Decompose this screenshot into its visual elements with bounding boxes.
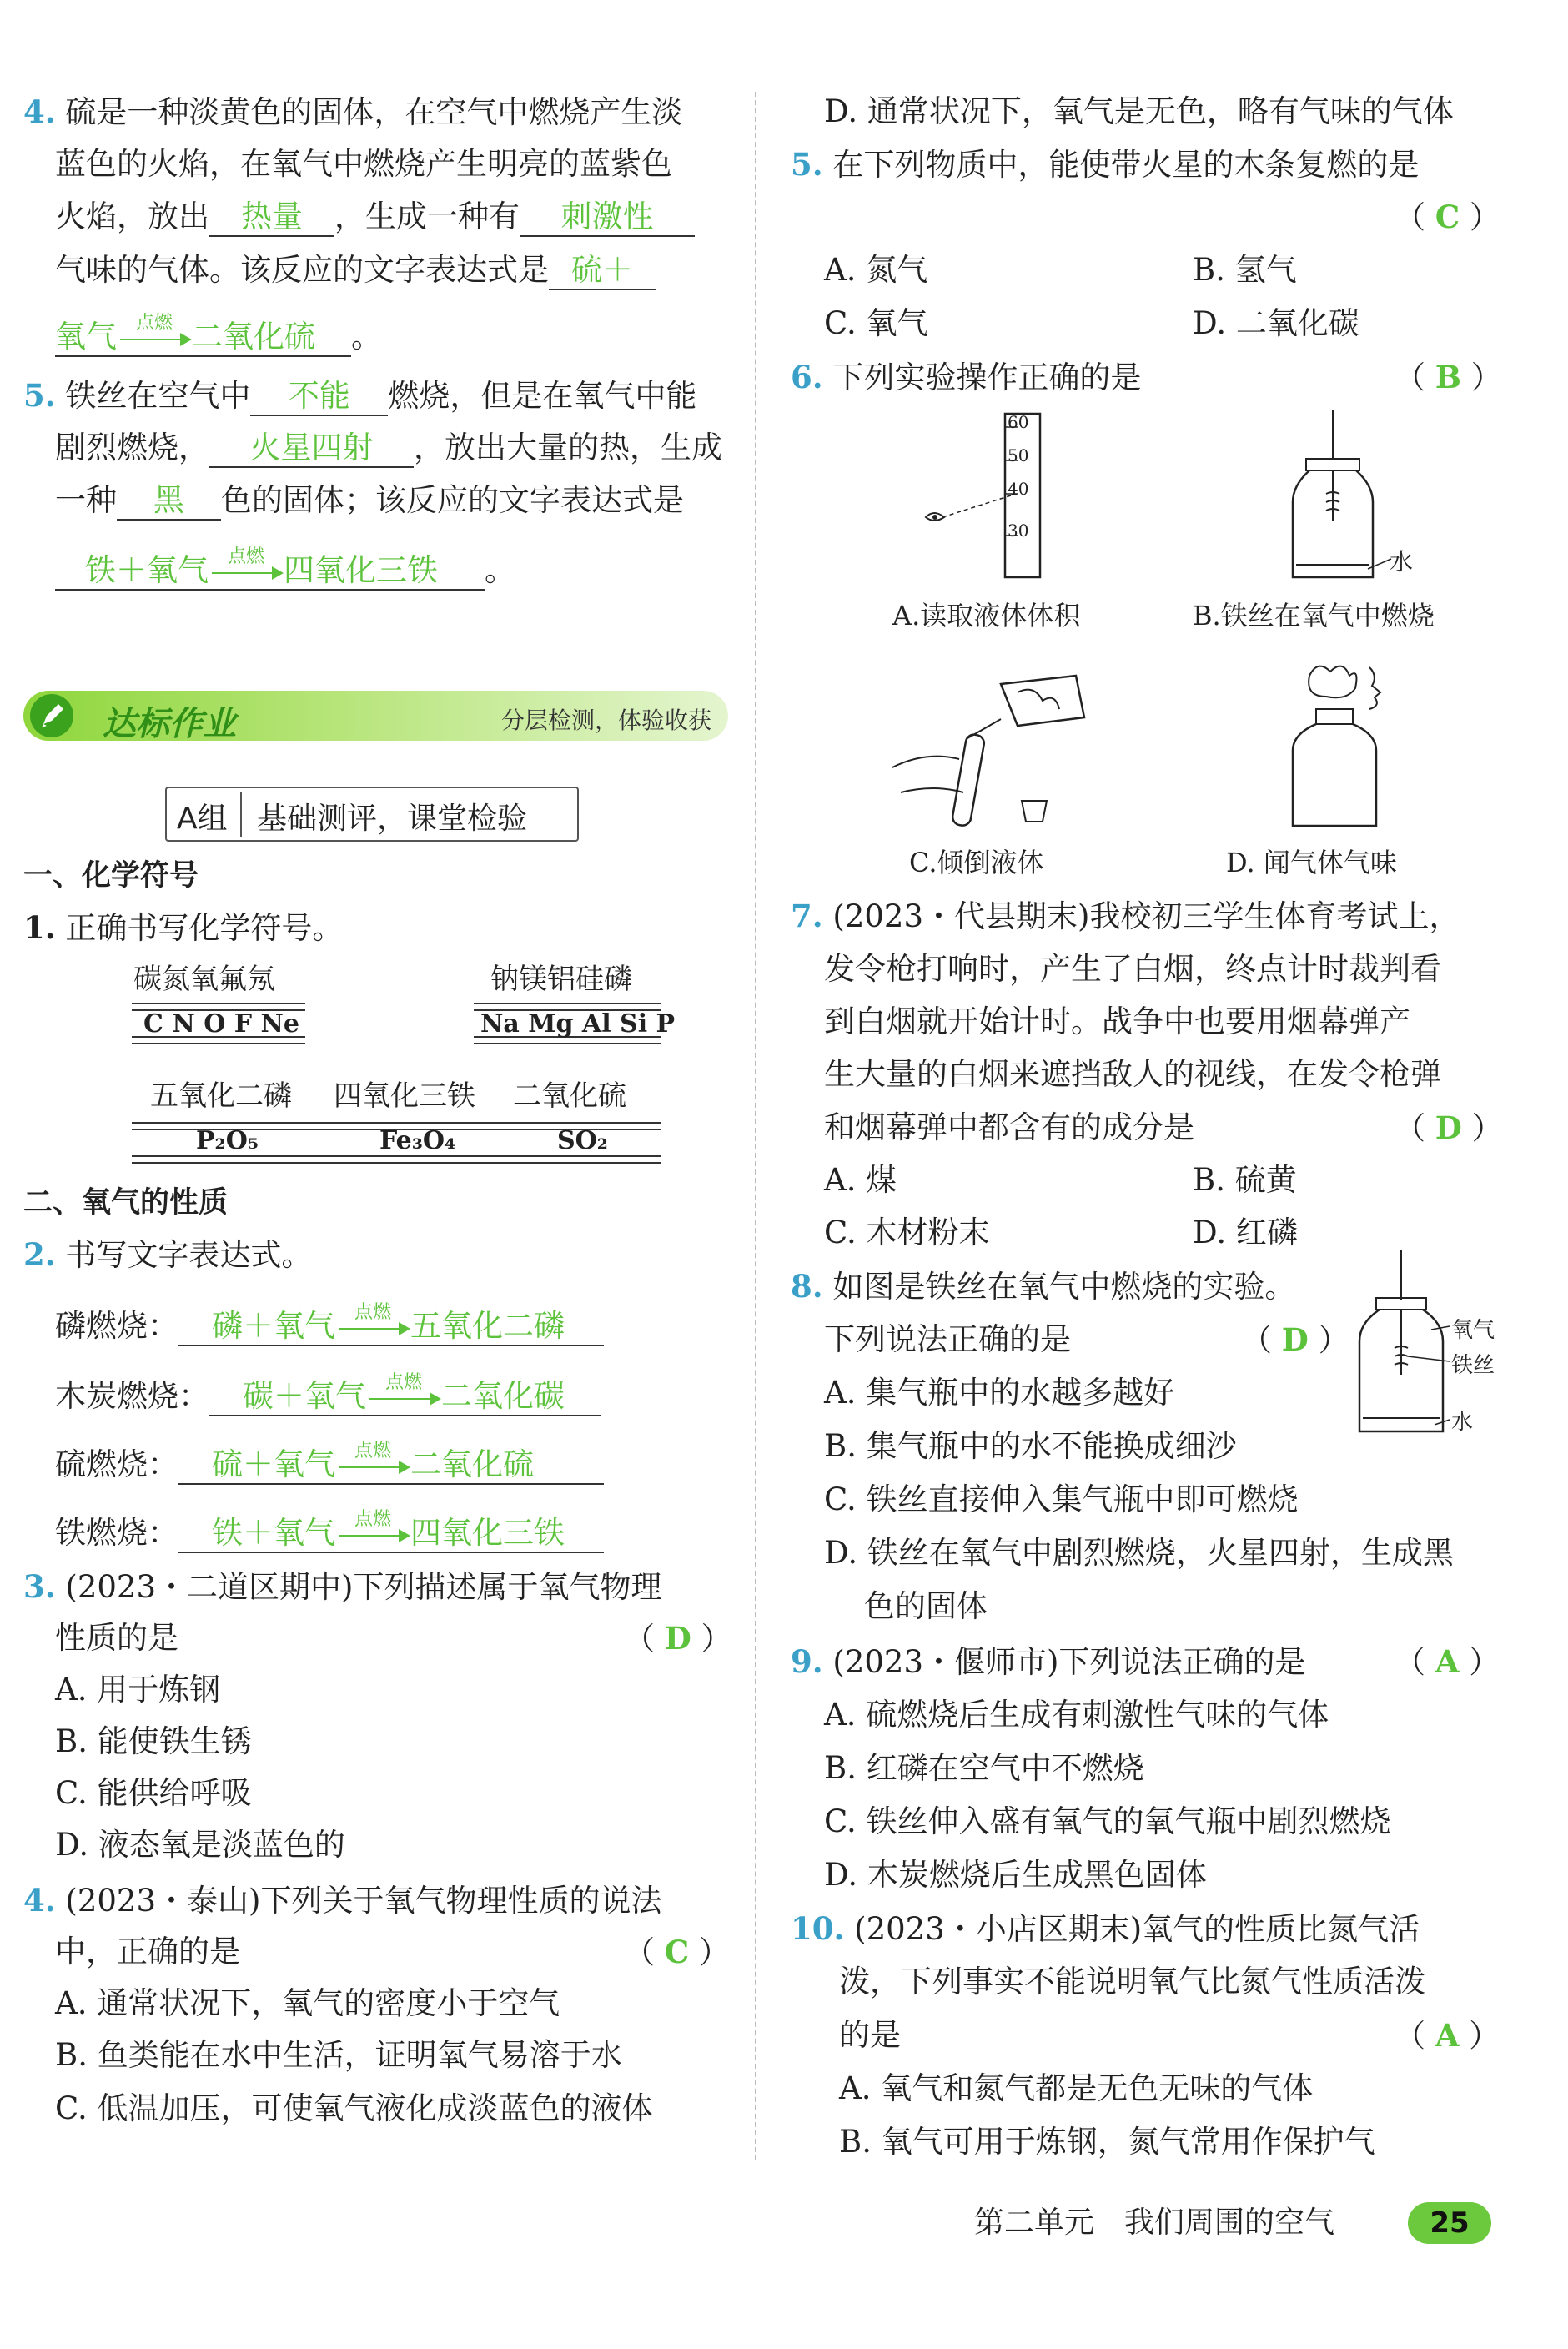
question-number: 7.	[791, 898, 823, 934]
page-number: 25	[1408, 2202, 1491, 2244]
eq-product: 二氧化碳	[441, 1378, 565, 1414]
group-label: A组	[177, 802, 228, 836]
question-number: 9.	[791, 1643, 823, 1680]
answer-letter: D	[1435, 1109, 1462, 1146]
question-number: 5.	[791, 146, 823, 183]
option: A. 用于炼钢	[55, 1672, 221, 1708]
option: B. 能使铁生锈	[55, 1723, 252, 1759]
q2-text: 书写文字表达式。	[65, 1237, 313, 1273]
q4-text: 。	[351, 319, 382, 355]
figure-iron-burning	[1268, 410, 1414, 586]
banner-title: 达标作业	[103, 705, 236, 743]
answer-letter: A	[1435, 2017, 1460, 2054]
q5-line4	[55, 546, 515, 591]
answer-letter: D	[1281, 1321, 1309, 1358]
r-q8-text: 如图是铁丝在氧气中燃烧的实验。	[832, 1269, 1296, 1305]
ignite-label: 点燃	[227, 546, 264, 567]
q1-text: 正确书写化学符号。	[65, 910, 344, 946]
q5-text: ，放出大量的热，生成	[414, 430, 722, 465]
option: D. 铁丝在氧气中剧烈燃烧，火星四射，生成黑	[824, 1535, 1454, 1571]
water-label: 水	[1451, 1410, 1474, 1435]
r-q8-text: 下列说法正确的是	[824, 1321, 1071, 1357]
answer-fe3o4: 四氧化三铁	[284, 552, 438, 588]
eq-label: 木炭燃烧：	[55, 1378, 209, 1414]
answer-black: 黑	[153, 482, 184, 518]
ignite-arrow	[335, 1301, 410, 1341]
eq-reactants: 磷＋氧气	[212, 1308, 335, 1344]
figure-caption: C.倾倒液体	[909, 847, 1044, 878]
eq-product: 四氧化三铁	[410, 1515, 565, 1551]
sym-answer: P₂O₅	[196, 1126, 259, 1155]
q5-line2	[55, 430, 722, 468]
q4b-answer: （ C ）	[624, 1934, 730, 1970]
q4-text: 硫是一种淡黄色的固体，在空气中燃烧产生淡	[65, 94, 683, 130]
answer-letter: D	[664, 1620, 691, 1657]
option: C. 木材粉末	[824, 1215, 990, 1250]
answer-letter: B	[1435, 359, 1462, 395]
r-q7-answer: （ D ）	[1395, 1109, 1503, 1146]
r-q9-answer: （ A ）	[1395, 1643, 1500, 1680]
eq-reactants: 铁＋氧气	[212, 1515, 335, 1551]
figure-caption: A.读取液体体积	[892, 600, 1081, 631]
option: A. 通常状况下，氧气的密度小于空气	[55, 1985, 560, 2021]
answer-sulfur: 硫＋	[571, 252, 633, 288]
eq-row	[55, 1508, 604, 1553]
r-q6-text: 下列实验操作正确的是	[832, 360, 1142, 395]
question-number: 4.	[23, 1882, 56, 1919]
answer-fe-o2: 铁＋氧气	[85, 552, 209, 588]
r-q9-line1	[791, 1643, 1305, 1681]
figure-pour-liquid	[876, 667, 1093, 834]
sym-answer: Fe₃O₄	[379, 1126, 456, 1155]
eq-reactants: 硫＋氧气	[212, 1446, 335, 1482]
q3-text: 性质的是	[55, 1620, 178, 1656]
sym-name: 二氧化硫	[513, 1079, 626, 1113]
option: D. 木炭燃烧后生成黑色固体	[824, 1857, 1207, 1893]
r-q10-text: 泼，下列事实不能说明氧气比氮气性质活泼	[839, 1964, 1425, 1999]
option: A. 集气瓶中的水越多越好	[824, 1375, 1175, 1411]
figure-caption: D. 闻气体气味	[1226, 847, 1397, 878]
q4-line1	[23, 93, 682, 131]
answer-cannot: 不能	[288, 378, 350, 414]
q4b-text: (2023・泰山)下列关于氧气物理性质的说法	[65, 1883, 662, 1919]
option: B. 硫黄	[1193, 1162, 1297, 1198]
ignite-label: 点燃	[354, 1440, 391, 1461]
question-number: 2.	[23, 1236, 56, 1273]
answer-sparks: 火星四射	[249, 430, 374, 465]
q4-line4	[55, 252, 656, 290]
question-number: 6.	[791, 359, 823, 395]
r-q9-text: (2023・偃师市)下列说法正确的是	[832, 1644, 1306, 1680]
q3-answer: （ D ）	[624, 1620, 732, 1657]
option: C. 氧气	[824, 305, 928, 341]
q2-line	[23, 1236, 312, 1274]
eq-reactants: 碳＋氧气	[243, 1378, 366, 1414]
question-number: 10.	[791, 1910, 845, 1947]
question-number: 1.	[23, 909, 56, 946]
eq-label: 铁燃烧：	[55, 1515, 178, 1551]
q4-text: 火焰，放出	[55, 199, 209, 234]
eq-row	[55, 1440, 604, 1485]
r-q6-line	[791, 359, 1141, 396]
sym-name: 四氧化三铁	[334, 1079, 475, 1113]
option: B. 氧气可用于炼钢，氮气常用作保护气	[839, 2124, 1375, 2160]
option: C. 低温加压，可使氧气液化成淡蓝色的液体	[55, 2090, 653, 2126]
eq-row	[55, 1301, 604, 1346]
r-q7-line1	[791, 898, 1460, 935]
answer-letter: C	[664, 1934, 690, 1970]
oxygen-label: 氧气	[1451, 1318, 1495, 1343]
answer-letter: A	[1435, 1643, 1460, 1680]
q5-text: 燃烧，但是在氧气中能	[388, 378, 697, 414]
q4-text: ，生成一种有	[334, 199, 520, 234]
tick-label: 60	[1008, 412, 1029, 432]
figure-caption: B.铁丝在氧气中燃烧	[1193, 600, 1435, 631]
pencil-icon	[30, 694, 73, 737]
r-q5-text: 在下列物质中，能使带火星的木条复燃的是	[832, 147, 1420, 183]
option: A. 煤	[824, 1162, 897, 1198]
eq-product: 五氧化二磷	[410, 1308, 565, 1344]
r-q10-answer: （ A ）	[1395, 2017, 1500, 2054]
question-number: 5.	[23, 377, 56, 414]
q5-text: 铁丝在空气中	[65, 378, 251, 414]
r-q7-text: 生大量的白烟来遮挡敌人的视线，在发令枪弹	[824, 1056, 1441, 1092]
column-divider	[755, 92, 756, 2160]
eq-label: 硫燃烧：	[55, 1446, 178, 1482]
option: C. 能供给呼吸	[55, 1775, 252, 1811]
q4-text: 气味的气体。该反应的文字表达式是	[55, 252, 549, 288]
r-q7-text: 和烟幕弹中都含有的成分是	[824, 1109, 1194, 1145]
tick-label: 40	[1008, 479, 1029, 499]
q4-text: 蓝色的火焰，在氧气中燃烧产生明亮的蓝紫色	[55, 146, 672, 182]
sym-name: 钠镁铝硅磷	[490, 963, 632, 996]
option: D. 通常状况下，氧气是无色，略有气味的气体	[824, 93, 1454, 129]
ignite-label: 点燃	[384, 1371, 422, 1393]
option: B. 鱼类能在水中生活，证明氧气易溶于水	[55, 2037, 622, 2073]
figure-read-cylinder	[909, 410, 1101, 581]
eq-product: 二氧化硫	[410, 1446, 534, 1482]
sym-answer: SO₂	[557, 1126, 608, 1155]
ignite-label: 点燃	[354, 1508, 391, 1530]
q4b-line1	[23, 1882, 661, 1919]
r-q6-answer: （ B ）	[1395, 359, 1502, 395]
eq-row	[55, 1371, 601, 1416]
eq-label: 磷燃烧：	[55, 1308, 178, 1344]
section-heading-oxygen: 二、氧气的性质	[23, 1186, 229, 1220]
q3-line2	[55, 1620, 178, 1657]
question-number: 4.	[23, 93, 56, 130]
option-continued: 色的固体	[864, 1588, 988, 1624]
r-q7-text: (2023・代县期末)我校初三学生体育考试上，	[832, 898, 1460, 934]
option: C. 铁丝伸入盛有氧气的氧气瓶中剧烈燃烧	[824, 1803, 1391, 1839]
r-q8-answer: （ D ）	[1241, 1321, 1349, 1358]
r-q5-answer: （ C ）	[1395, 199, 1500, 235]
answer-heat: 热量	[241, 199, 303, 234]
r-q10-line1	[791, 1910, 1420, 1948]
figure-smell-gas	[1276, 659, 1426, 834]
option: D. 液态氧是淡蓝色的	[55, 1827, 345, 1863]
option: A. 硫燃烧后生成有刺激性气味的气体	[824, 1697, 1329, 1733]
option: D. 二氧化碳	[1193, 305, 1359, 341]
sym-answer: Na Mg Al Si P	[480, 1009, 676, 1039]
q3-text: (2023・二道区期中)下列描述属于氧气物理	[65, 1569, 662, 1605]
option: B. 红磷在空气中不燃烧	[824, 1750, 1144, 1786]
q3-line1	[23, 1568, 661, 1606]
tick-label: 50	[1008, 445, 1029, 465]
option: B. 集气瓶中的水不能换成细沙	[824, 1428, 1237, 1464]
q4b-text: 中，正确的是	[55, 1934, 240, 1969]
q5-line3	[55, 482, 684, 521]
r-q10-text: 的是	[839, 2017, 901, 2053]
r-q5-line	[791, 146, 1419, 184]
option: A. 氮气	[824, 252, 928, 288]
r-q7-text: 到白烟就开始计时。战争中也要用烟幕弹产	[824, 1003, 1410, 1039]
option: B. 氢气	[1193, 252, 1297, 288]
question-number: 3.	[23, 1568, 56, 1605]
q5-text: 一种	[55, 482, 117, 518]
group-box	[165, 787, 579, 842]
tick-label: 30	[1008, 521, 1029, 541]
figure-iron-experiment	[1351, 1250, 1501, 1437]
group-subtitle: 基础测评，课堂检验	[257, 802, 528, 836]
r-q7-text: 发令枪打响时，产生了白烟，终点计时裁判看	[824, 951, 1441, 987]
banner-subtitle: 分层检测，体验收获	[500, 707, 711, 734]
option: A. 氧气和氮气都是无色无味的气体	[839, 2070, 1314, 2106]
ignite-label: 点燃	[135, 312, 173, 334]
option: C. 铁丝直接伸入集气瓶中即可燃烧	[824, 1481, 1299, 1517]
option: D. 红磷	[1193, 1215, 1298, 1250]
r-q10-text: (2023・小店区期末)氧气的性质比氮气活	[854, 1911, 1420, 1947]
sym-name: 碳氮氧氟氖	[133, 963, 275, 996]
q5-text: 色的固体；该反应的文字表达式是	[221, 482, 684, 518]
ignite-label: 点燃	[354, 1301, 391, 1323]
q1-line	[23, 909, 343, 947]
ignite-arrow	[209, 546, 284, 586]
q4-line3	[55, 199, 695, 237]
q5-text: 剧烈燃烧，	[55, 430, 209, 465]
r-q8-line1	[791, 1268, 1295, 1305]
sym-name: 五氧化二磷	[150, 1079, 292, 1113]
q4b-line2	[55, 1934, 240, 1970]
ignite-arrow	[335, 1508, 410, 1548]
answer-oxygen: 氧气	[55, 319, 117, 355]
question-number: 8.	[791, 1268, 823, 1305]
footer-unit-title: 第二单元 我们周围的空气	[974, 2206, 1335, 2240]
ignite-arrow	[335, 1440, 410, 1480]
answer-pungent: 刺激性	[560, 199, 654, 234]
water-label: 水	[1390, 548, 1414, 576]
q4-line2	[55, 146, 672, 183]
q4-line5	[55, 312, 382, 357]
q5-text: 。	[485, 552, 515, 588]
section-banner	[23, 691, 728, 741]
iron-label: 铁丝	[1451, 1353, 1495, 1378]
sym-answer: C N O F Ne	[143, 1009, 300, 1039]
section-heading-symbols: 一、化学符号	[23, 859, 199, 893]
answer-so2: 二氧化硫	[192, 319, 315, 355]
q5-line1	[23, 377, 696, 416]
ignite-arrow	[117, 312, 192, 352]
answer-letter: C	[1435, 199, 1460, 235]
ignite-arrow	[366, 1371, 441, 1411]
